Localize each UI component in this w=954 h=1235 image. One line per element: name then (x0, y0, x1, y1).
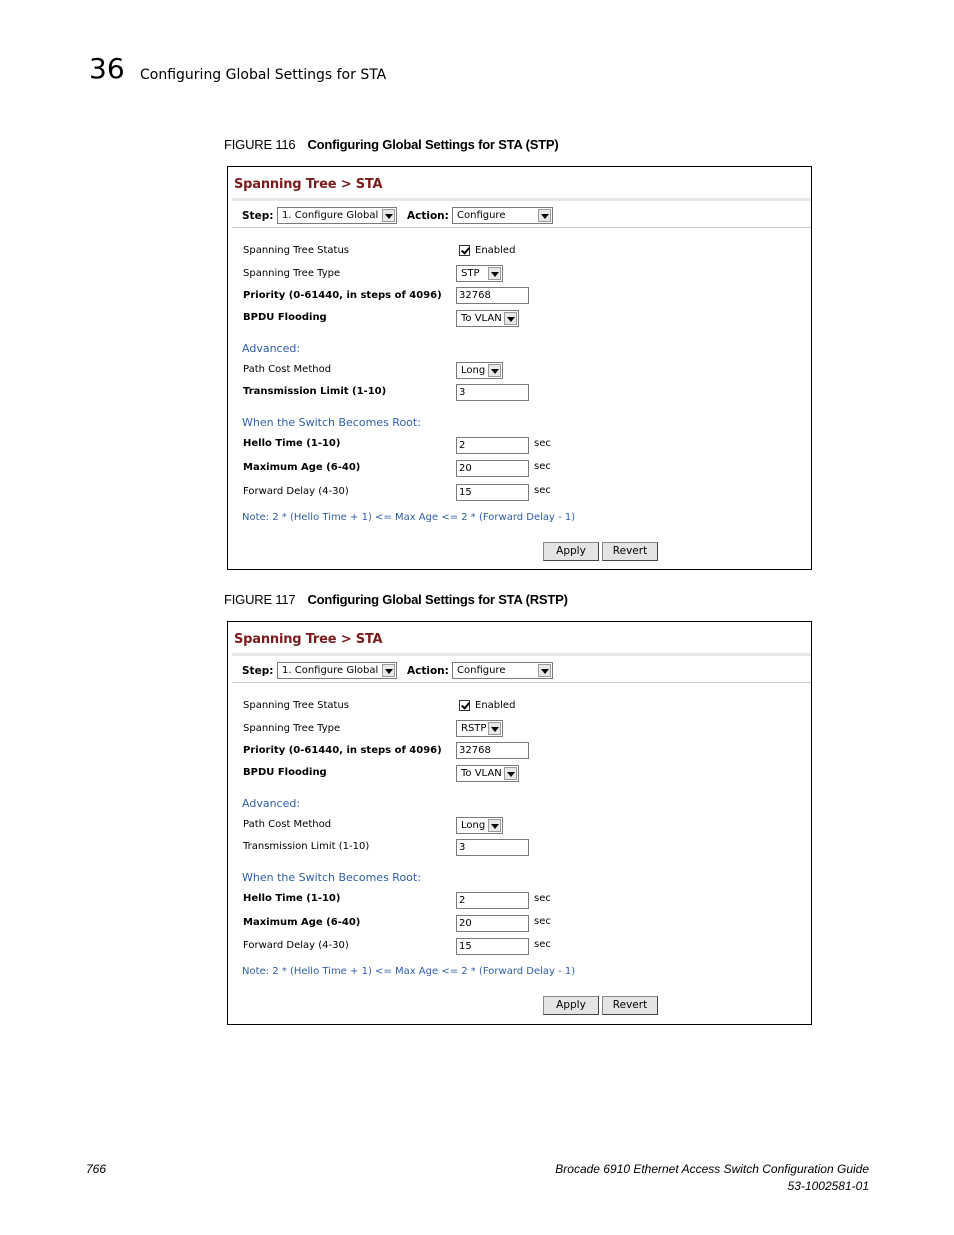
document-number: 53-1002581-01 (787, 1179, 869, 1193)
figure-caption-text: Configuring Global Settings for STA (STP) (307, 137, 559, 152)
bpdu-flooding-select[interactable] (456, 310, 519, 327)
figure-caption-text: Configuring Global Settings for STA (RSTP) (307, 592, 568, 607)
advanced-heading: Advanced: (242, 797, 301, 810)
spanning-tree-type-label: Spanning Tree Type (243, 268, 341, 279)
status-checkbox-label: Enabled (475, 700, 516, 711)
spanning-tree-type-label: Spanning Tree Type (243, 723, 341, 734)
sta-settings-panel (227, 621, 812, 1025)
status-checkbox[interactable] (459, 700, 470, 711)
chevron-down-icon (488, 267, 501, 280)
step-select[interactable] (277, 207, 397, 224)
maximum-age-label: Maximum Age (6-40) (243, 917, 361, 928)
path-cost-method-label: Path Cost Method (243, 364, 332, 375)
page-number: 766 (86, 1162, 107, 1176)
priority-input[interactable]: 32768 (456, 742, 529, 759)
path-cost-select-value: Long (461, 365, 486, 376)
bpdu-flooding-select[interactable] (456, 765, 519, 782)
chevron-down-icon (488, 722, 501, 735)
hello-time-label: Hello Time (1-10) (243, 893, 341, 904)
step-select-value: 1. Configure Global (282, 210, 379, 221)
spanning-tree-status-label: Spanning Tree Status (243, 700, 350, 711)
action-label: Action: (407, 665, 449, 677)
step-label: Step: (242, 665, 274, 677)
status-checkbox[interactable] (459, 245, 470, 256)
transmission-limit-input[interactable]: 3 (456, 839, 529, 856)
chevron-down-icon (504, 767, 517, 780)
apply-button[interactable]: Apply (543, 542, 599, 561)
action-select-value: Configure (457, 210, 506, 221)
chevron-down-icon (382, 209, 395, 222)
guide-title: Brocade 6910 Ethernet Access Switch Configuration Guide (555, 1162, 869, 1176)
maximum-age-unit: sec (534, 916, 551, 927)
root-settings-heading: When the Switch Becomes Root: (242, 871, 421, 884)
bpdu-flooding-label: BPDU Flooding (243, 767, 327, 778)
revert-button[interactable]: Revert (602, 996, 658, 1015)
step-row (232, 201, 811, 228)
bpdu-select-value: To VLAN (461, 768, 502, 779)
timing-note: Note: 2 * (Hello Time + 1) <= Max Age <= 2 * (Forward Delay - 1) (242, 966, 576, 977)
chapter-title: Configuring Global Settings for STA (140, 67, 387, 83)
step-select[interactable] (277, 662, 397, 679)
figure-caption (224, 137, 559, 152)
transmission-limit-input[interactable]: 3 (456, 384, 529, 401)
chapter-number: 36 (89, 52, 125, 85)
priority-label: Priority (0-61440, in steps of 4096) (243, 290, 442, 301)
spanning-tree-type-select[interactable] (456, 720, 503, 737)
path-cost-method-label: Path Cost Method (243, 819, 332, 830)
path-cost-method-select[interactable] (456, 817, 503, 834)
transmission-limit-label: Transmission Limit (1-10) (243, 386, 387, 397)
chevron-down-icon (504, 312, 517, 325)
forward-delay-label: Forward Delay (4-30) (243, 486, 349, 497)
sta-settings-panel (227, 166, 812, 570)
hello-time-input[interactable]: 2 (456, 437, 529, 454)
apply-button[interactable]: Apply (543, 996, 599, 1015)
type-select-value: STP (461, 268, 480, 279)
maximum-age-unit: sec (534, 461, 551, 472)
hello-time-unit: sec (534, 893, 551, 904)
bpdu-flooding-label: BPDU Flooding (243, 312, 327, 323)
bpdu-select-value: To VLAN (461, 313, 502, 324)
step-select-value: 1. Configure Global (282, 665, 379, 676)
priority-label: Priority (0-61440, in steps of 4096) (243, 745, 442, 756)
maximum-age-label: Maximum Age (6-40) (243, 462, 361, 473)
action-label: Action: (407, 210, 449, 222)
hello-time-unit: sec (534, 438, 551, 449)
priority-input[interactable]: 32768 (456, 287, 529, 304)
path-cost-method-select[interactable] (456, 362, 503, 379)
revert-button[interactable]: Revert (602, 542, 658, 561)
forward-delay-unit: sec (534, 485, 551, 496)
forward-delay-input[interactable]: 15 (456, 938, 529, 955)
step-label: Step: (242, 210, 274, 222)
figure-label: FIGURE 117 (224, 592, 296, 607)
transmission-limit-label: Transmission Limit (1-10) (243, 841, 370, 852)
action-select-value: Configure (457, 665, 506, 676)
type-select-value: RSTP (461, 723, 487, 734)
chevron-down-icon (488, 819, 501, 832)
timing-note: Note: 2 * (Hello Time + 1) <= Max Age <= 2 * (Forward Delay - 1) (242, 512, 576, 523)
advanced-heading: Advanced: (242, 342, 301, 355)
maximum-age-input[interactable]: 20 (456, 915, 529, 932)
root-settings-heading: When the Switch Becomes Root: (242, 416, 421, 429)
figure-caption (224, 592, 568, 607)
hello-time-input[interactable]: 2 (456, 892, 529, 909)
forward-delay-unit: sec (534, 939, 551, 950)
chevron-down-icon (488, 364, 501, 377)
status-checkbox-label: Enabled (475, 245, 516, 256)
figure-label: FIGURE 116 (224, 137, 296, 152)
hello-time-label: Hello Time (1-10) (243, 438, 341, 449)
spanning-tree-status-label: Spanning Tree Status (243, 245, 350, 256)
panel-title: Spanning Tree > STA (234, 632, 383, 647)
chevron-down-icon (382, 664, 395, 677)
forward-delay-label: Forward Delay (4-30) (243, 940, 349, 951)
chevron-down-icon (538, 664, 551, 677)
chevron-down-icon (538, 209, 551, 222)
spanning-tree-type-select[interactable] (456, 265, 503, 282)
action-select[interactable] (452, 207, 553, 224)
step-row (232, 656, 811, 683)
forward-delay-input[interactable]: 15 (456, 484, 529, 501)
maximum-age-input[interactable]: 20 (456, 460, 529, 477)
action-select[interactable] (452, 662, 553, 679)
path-cost-select-value: Long (461, 820, 486, 831)
panel-title: Spanning Tree > STA (234, 177, 383, 192)
